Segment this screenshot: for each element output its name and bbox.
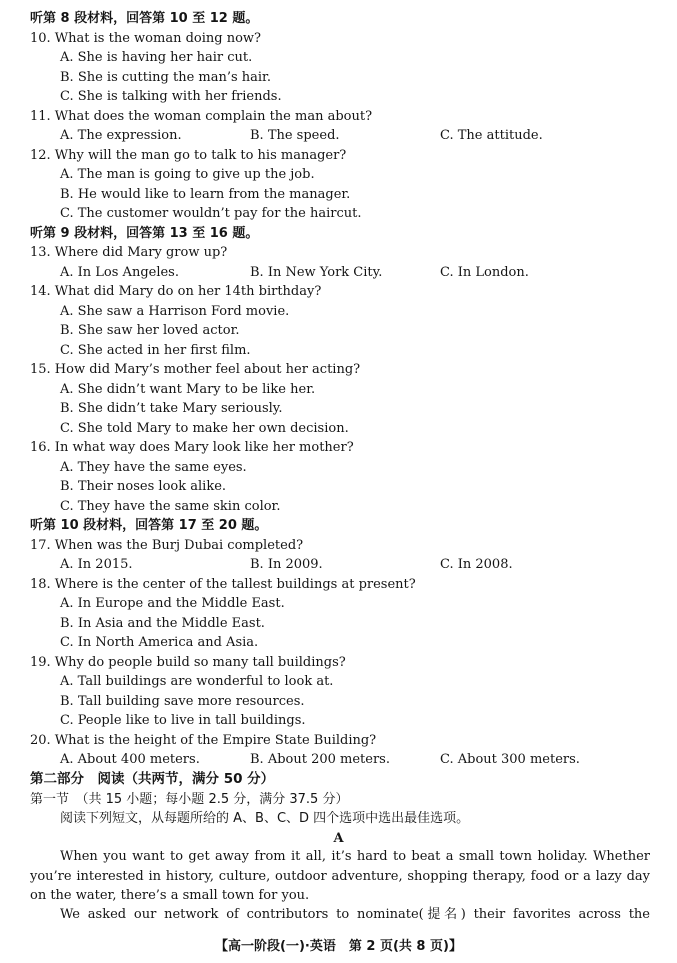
option-14b: B. She saw her loved actor.	[60, 323, 240, 338]
option-17c: C. In 2008.	[440, 557, 513, 572]
option-10a: A. She is having her hair cut.	[60, 50, 253, 65]
option-18c: C. In North America and Asia.	[60, 635, 259, 650]
options-17	[60, 555, 677, 574]
option-19b: B. Tall building save more resources.	[60, 694, 305, 709]
option-17a: A. In 2015.	[60, 557, 133, 572]
option-15c: C. She told Mary to make her own decision.	[60, 421, 349, 436]
question-11: 11. What does the woman complain the man about?	[30, 109, 373, 124]
option-10c: C. She is talking with her friends.	[60, 89, 282, 104]
page-footer: 【高一阶段(一)·英语 第 2 页(共 8 页)】	[215, 939, 462, 954]
option-12b: B. He would like to learn from the manager.	[60, 187, 351, 202]
question-15: 15. How did Mary’s mother feel about her acting?	[30, 362, 361, 377]
option-20b: B. About 200 meters.	[250, 752, 390, 767]
option-19c: C. People like to live in tall buildings.	[60, 713, 306, 728]
option-16b: B. Their noses look alike.	[60, 479, 227, 494]
options-20	[60, 750, 677, 769]
option-16c: C. They have the same skin color.	[60, 499, 281, 514]
option-12a: A. The man is going to give up the job.	[60, 167, 315, 182]
question-14: 14. What did Mary do on her 14th birthday?	[30, 284, 322, 299]
part2-section1: 第一节 （共 15 小题；每小题 2.5 分，满分 37.5 分）	[30, 792, 349, 807]
option-10b: B. She is cutting the man’s hair.	[60, 70, 271, 85]
option-13c: C. In London.	[440, 265, 529, 280]
passage-paragraph-1: When you want to get away from it all, it’s hard to beat a small town holiday. Whether you’re interested in history, culture, outdoor adventure, shopping therapy, food or a lazy day on the water, there’s a small town for you.	[30, 849, 650, 903]
passage-paragraph-2: We asked our network of contributors to nominate(提名) their favorites across the	[60, 907, 650, 922]
option-19a: A. Tall buildings are wonderful to look at.	[60, 674, 334, 689]
question-16: 16. In what way does Mary look like her mother?	[30, 440, 354, 455]
option-13a: A. In Los Angeles.	[60, 265, 179, 280]
section-heading-10: 听第 10 段材料，回答第 17 至 20 题。	[30, 518, 268, 533]
option-18b: B. In Asia and the Middle East.	[60, 616, 265, 631]
option-20c: C. About 300 meters.	[440, 752, 580, 767]
options-13	[60, 263, 677, 282]
option-12c: C. The customer wouldn’t pay for the haircut.	[60, 206, 362, 221]
question-13: 13. Where did Mary grow up?	[30, 245, 228, 260]
option-14c: C. She acted in her first film.	[60, 343, 251, 358]
option-11c: C. The attitude.	[440, 128, 543, 143]
option-14a: A. She saw a Harrison Ford movie.	[60, 304, 290, 319]
passage-label: A	[333, 831, 344, 846]
question-19: 19. Why do people build so many tall buildings?	[30, 655, 346, 670]
option-13b: B. In New York City.	[250, 265, 383, 280]
question-12: 12. Why will the man go to talk to his manager?	[30, 148, 347, 163]
part2-instruction: 阅读下列短文，从每题所给的 A、B、C、D 四个选项中选出最佳选项。	[60, 811, 470, 826]
section-heading-9: 听第 9 段材料，回答第 13 至 16 题。	[30, 226, 259, 241]
option-15b: B. She didn’t take Mary seriously.	[60, 401, 283, 416]
option-11a: A. The expression.	[60, 128, 182, 143]
option-17b: B. In 2009.	[250, 557, 323, 572]
question-18: 18. Where is the center of the tallest buildings at present?	[30, 577, 416, 592]
question-20: 20. What is the height of the Empire State Building?	[30, 733, 377, 748]
question-10: 10. What is the woman doing now?	[30, 31, 261, 46]
option-16a: A. They have the same eyes.	[60, 460, 247, 475]
option-11b: B. The speed.	[250, 128, 340, 143]
question-17: 17. When was the Burj Dubai completed?	[30, 538, 304, 553]
options-11	[60, 126, 677, 145]
part2-title: 第二部分 阅读（共两节，满分 50 分）	[30, 771, 275, 787]
option-15a: A. She didn’t want Mary to be like her.	[60, 382, 316, 397]
section-heading-8: 听第 8 段材料，回答第 10 至 12 题。	[30, 11, 259, 26]
option-18a: A. In Europe and the Middle East.	[60, 596, 285, 611]
option-20a: A. About 400 meters.	[60, 752, 200, 767]
